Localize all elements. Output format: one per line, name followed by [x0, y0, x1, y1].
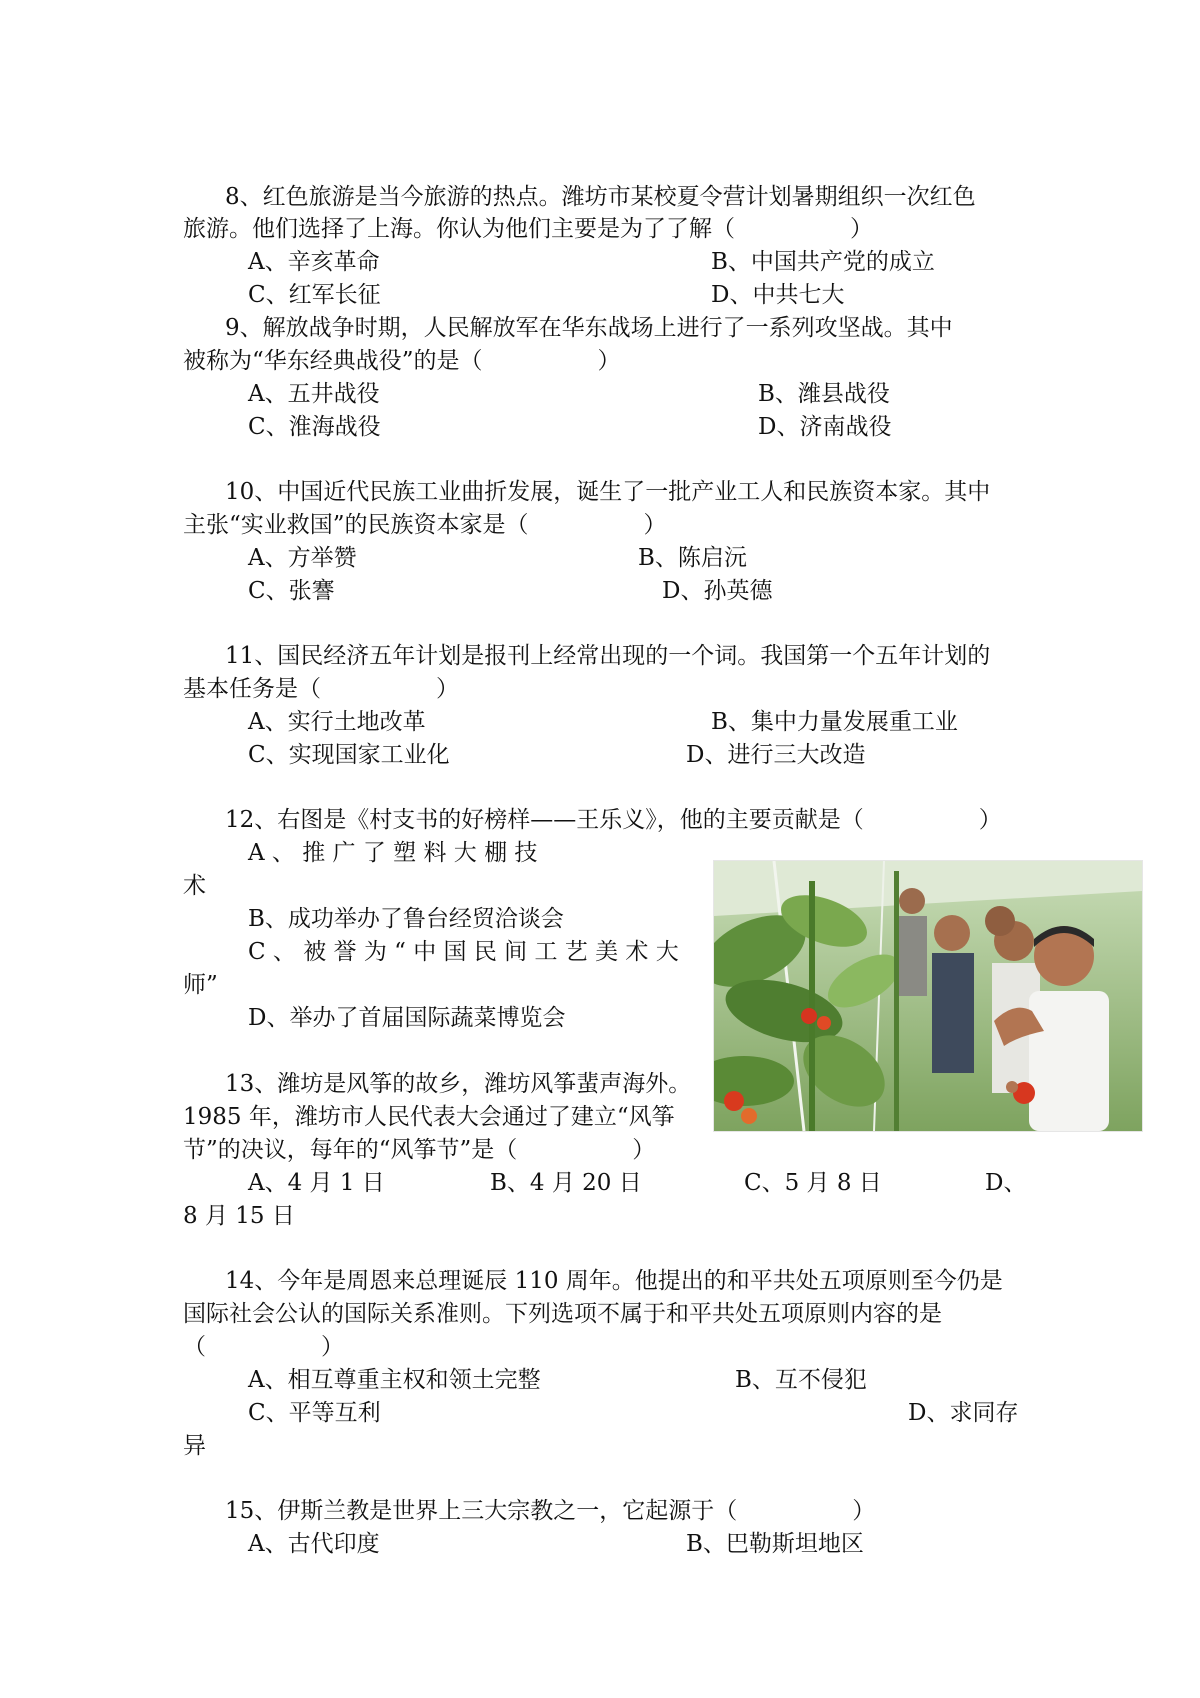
- q9-option-d: D、济南战役: [758, 414, 892, 440]
- q13-option-c: C、5 月 8 日: [744, 1170, 882, 1196]
- q12-option-c-line1: C 、 被 誉 为 “ 中 国 民 间 工 艺 美 术 大: [248, 939, 679, 965]
- q15-option-b: B、巴勒斯坦地区: [686, 1531, 864, 1557]
- q13-option-d-line1: D、: [985, 1170, 1027, 1196]
- q11-option-a: A、实行土地改革: [248, 709, 426, 735]
- q13-option-b: B、4 月 20 日: [490, 1170, 642, 1196]
- q11-option-d: D、进行三大改造: [686, 742, 866, 768]
- q14-option-d-line2: 异: [183, 1433, 206, 1459]
- q12-option-a-line1: A 、 推 广 了 塑 料 大 棚 技: [248, 840, 538, 866]
- q8-option-d: D、中共七大: [711, 282, 845, 308]
- q13-option-d-line2: 8 月 15 日: [183, 1203, 295, 1229]
- q14-stem-line1: 14、今年是周恩来总理诞辰 110 周年。他提出的和平共处五项原则至今仍是: [225, 1268, 1003, 1294]
- q14-option-d-line1: D、求同存: [908, 1400, 1019, 1426]
- q12-option-b: B、成功举办了鲁台经贸洽谈会: [248, 906, 564, 932]
- q13-option-a: A、4 月 1 日: [248, 1170, 385, 1196]
- q15-stem: 15、伊斯兰教是世界上三大宗教之一，它起源于（ ）: [225, 1498, 876, 1524]
- q11-stem-line2: 基本任务是（ ）: [183, 676, 459, 702]
- q13-stem-line3: 节”的决议，每年的“风筝节”是（ ）: [183, 1137, 656, 1163]
- q8-option-a: A、辛亥革命: [248, 249, 380, 275]
- q12-option-d: D、举办了首届国际蔬菜博览会: [248, 1005, 566, 1031]
- q10-option-b: B、陈启沅: [638, 545, 747, 571]
- q14-stem-line2: 国际社会公认的国际关系准则。下列选项不属于和平共处五项原则内容的是: [183, 1301, 942, 1327]
- q10-option-a: A、方举赞: [248, 545, 357, 571]
- q10-stem-line1: 10、中国近代民族工业曲折发展，诞生了一批产业工人和民族资本家。其中: [225, 479, 991, 505]
- q12-option-c-line2: 师”: [183, 972, 218, 998]
- q9-stem-line1: 9、解放战争时期，人民解放军在华东战场上进行了一系列攻坚战。其中: [225, 315, 953, 341]
- q8-stem-line2: 旅游。他们选择了上海。你认为他们主要是为了了解（ ）: [183, 216, 873, 242]
- q9-option-b: B、潍县战役: [758, 381, 890, 407]
- q14-stem-line3: （ ）: [183, 1334, 344, 1360]
- q11-option-c: C、实现国家工业化: [248, 742, 450, 768]
- q11-option-b: B、集中力量发展重工业: [711, 709, 958, 735]
- q9-option-c: C、淮海战役: [248, 414, 381, 440]
- q8-option-c: C、红军长征: [248, 282, 381, 308]
- q10-option-d: D、孙英德: [662, 578, 773, 604]
- q9-option-a: A、五井战役: [248, 381, 380, 407]
- q8-stem-line1: 8、红色旅游是当今旅游的热点。潍坊市某校夏令营计划暑期组织一次红色: [225, 184, 976, 210]
- q10-stem-line2: 主张“实业救国”的民族资本家是（ ）: [183, 512, 667, 538]
- q15-option-a: A、古代印度: [248, 1531, 380, 1557]
- q12-stem: 12、右图是《村支书的好榜样——王乐义》，他的主要贡献是（ ）: [225, 807, 1002, 833]
- greenhouse-photo: [713, 860, 1143, 1132]
- q14-option-b: B、互不侵犯: [735, 1367, 867, 1393]
- q12-option-a-line2: 术: [183, 873, 206, 899]
- q11-stem-line1: 11、国民经济五年计划是报刊上经常出现的一个词。我国第一个五年计划的: [225, 643, 991, 669]
- q10-option-c: C、张謇: [248, 578, 335, 604]
- q14-option-c: C、平等互利: [248, 1400, 381, 1426]
- q13-stem-line2: 1985 年，潍坊市人民代表大会通过了建立“风筝: [183, 1104, 675, 1130]
- q9-stem-line2: 被称为“华东经典战役”的是（ ）: [183, 348, 621, 374]
- q13-stem-line1: 13、潍坊是风筝的故乡，潍坊风筝蜚声海外。: [225, 1071, 692, 1097]
- q14-option-a: A、相互尊重主权和领土完整: [248, 1367, 541, 1393]
- q8-option-b: B、中国共产党的成立: [711, 249, 935, 275]
- greenhouse-photo-drawing: [714, 861, 1142, 1131]
